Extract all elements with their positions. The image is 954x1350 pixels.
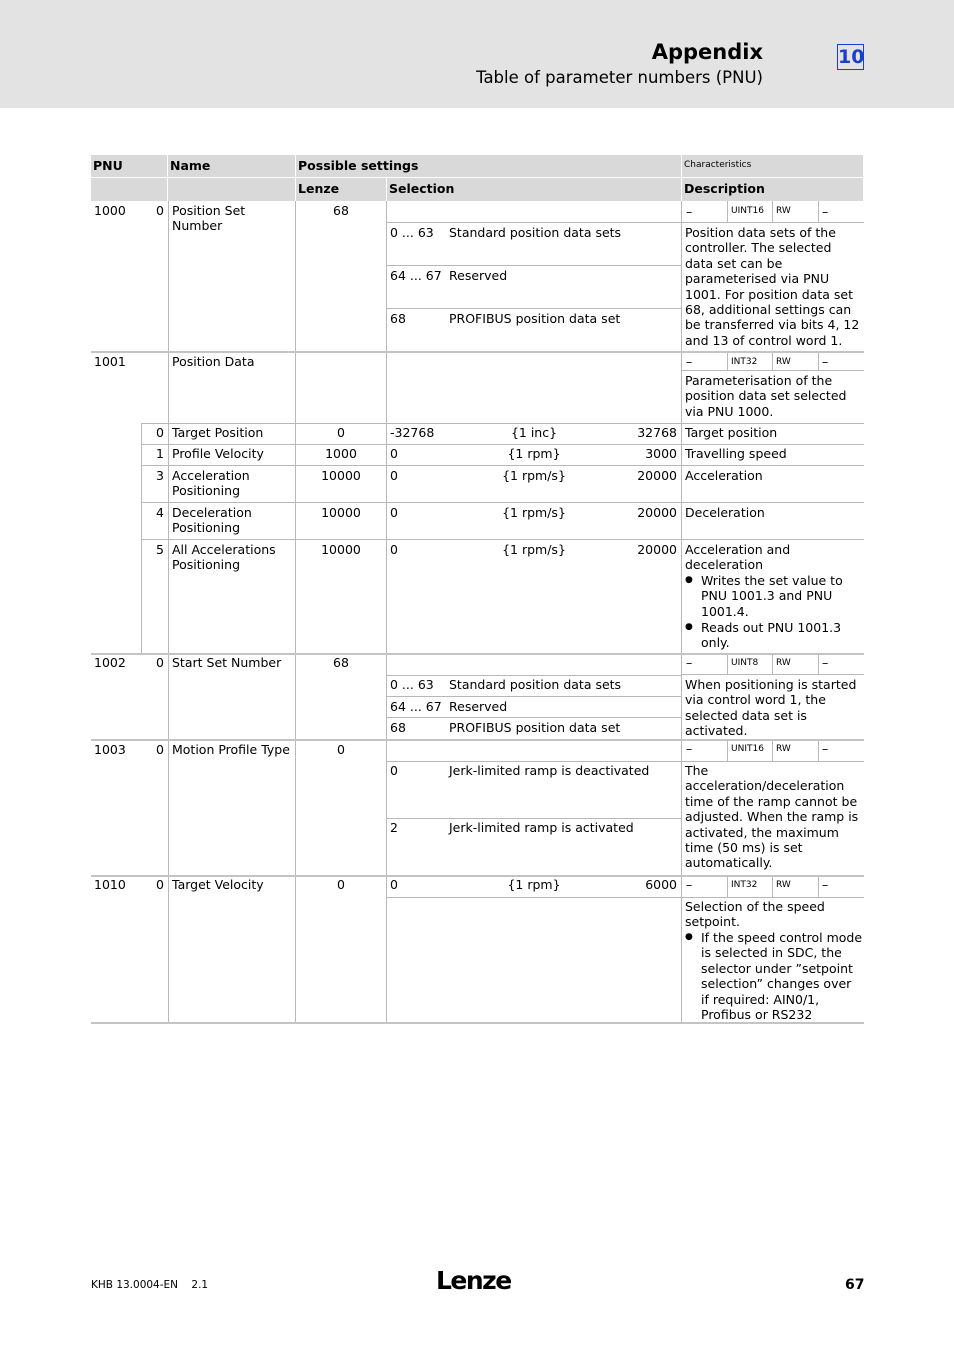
parameter-name: Deceleration Positioning [172, 505, 252, 536]
description-bullet: ● Reads out PNU 1001.3 only. [683, 620, 853, 651]
divider [141, 465, 864, 466]
divider [818, 877, 819, 897]
range-max: 6000 [645, 877, 677, 892]
range-max: 32768 [637, 425, 677, 440]
char-extra: – [822, 655, 829, 670]
range-max: 3000 [645, 446, 677, 461]
selection-text: Jerk-limited ramp is activated [449, 820, 634, 835]
range-unit: {1 rpm} [507, 877, 561, 892]
divider [727, 201, 728, 222]
header-pnu: PNU [91, 155, 167, 201]
header-possible-settings: Possible settings [296, 155, 681, 177]
description-text: Parameterisation of the position data set selected via PNU 1000. [685, 373, 847, 419]
parameter-name: Target Position [172, 425, 264, 440]
description-text: Position data sets of the controller. The selected data set can be parameterised via PNU 1001. For position data set 68, additional settings can be transferred via bits 4, 12 and 13 of control word 1. [685, 225, 860, 348]
parameter-name: Acceleration Positioning [172, 468, 250, 499]
divider [682, 674, 864, 675]
range-min: 0 [390, 505, 398, 520]
subindex-cell: 3 [156, 468, 164, 483]
footer-document-id: KHB 13.0004-EN 2.1 [91, 1279, 209, 1291]
divider [387, 222, 682, 223]
divider [91, 177, 863, 178]
pnu-cell: 1001 [94, 354, 126, 369]
description-bullet: ● Writes the set value to PNU 1001.3 and PNU 1001.4. [683, 573, 843, 619]
divider [818, 741, 819, 761]
subindex-cell: 1 [156, 446, 164, 461]
pnu-cell: 1010 [94, 877, 126, 892]
divider [727, 655, 728, 674]
char-datatype: INT32 [731, 880, 758, 890]
selection-value: 64 ... 67 [390, 268, 442, 283]
header-selection: Selection [387, 178, 681, 201]
divider [772, 741, 773, 761]
range-min: 0 [390, 877, 398, 892]
selection-value: 0 [390, 763, 398, 778]
range-unit: {1 inc} [510, 425, 558, 440]
selection-value: 68 [390, 311, 406, 326]
range-min: 0 [390, 542, 398, 557]
selection-value: 2 [390, 820, 398, 835]
subindex-cell: 0 [156, 742, 164, 757]
char-datatype: UINT8 [731, 658, 759, 668]
pnu-cell: 1002 [94, 655, 126, 670]
chapter-number-link[interactable]: 10 [838, 46, 865, 68]
parameter-name: Position Set Number [172, 203, 246, 234]
range-unit: {1 rpm/s} [502, 505, 566, 520]
description-text: Target position [685, 425, 778, 440]
lenze-default: 10000 [321, 542, 361, 557]
divider [295, 201, 296, 1024]
selection-text: Reserved [449, 268, 508, 283]
divider [141, 539, 864, 540]
selection-value: 0 ... 63 [390, 225, 434, 240]
divider [387, 897, 682, 898]
range-max: 20000 [637, 505, 677, 520]
selection-value: 64 ... 67 [390, 699, 442, 714]
divider [682, 761, 864, 762]
divider [681, 201, 682, 1024]
range-unit: {1 rpm/s} [502, 468, 566, 483]
divider [682, 222, 864, 223]
lenze-default: 10000 [321, 505, 361, 520]
divider [168, 201, 169, 1024]
char-access: – [686, 354, 693, 369]
divider [772, 353, 773, 370]
range-min: 0 [390, 468, 398, 483]
description-text: Acceleration and deceleration [685, 542, 791, 573]
char-rw: RW [776, 658, 791, 668]
divider [818, 201, 819, 222]
selection-text: PROFIBUS position data set [449, 311, 621, 326]
char-datatype: UINT16 [731, 206, 764, 216]
divider [772, 877, 773, 897]
char-rw: RW [776, 206, 791, 216]
divider [141, 444, 864, 445]
char-rw: RW [776, 880, 791, 890]
divider [682, 897, 864, 898]
parameter-name: Start Set Number [172, 655, 282, 670]
char-access: – [686, 741, 693, 756]
parameter-name: Position Data [172, 354, 255, 369]
header-name: Name [168, 155, 295, 201]
divider [91, 351, 864, 353]
subindex-cell: 0 [156, 655, 164, 670]
lenze-default: 1000 [325, 446, 357, 461]
header-description: Description [682, 178, 863, 201]
pnu-cell: 1000 [94, 203, 126, 218]
subindex-cell: 0 [156, 877, 164, 892]
range-min: -32768 [390, 425, 435, 440]
char-datatype: UNIT16 [731, 744, 764, 754]
range-min: 0 [390, 446, 398, 461]
description-text: The acceleration/deceleration time of the ramp cannot be adjusted. When the ramp is activated, the maximum time (50 ms) is set automatically. [685, 763, 859, 871]
parameter-name: Profile Velocity [172, 446, 264, 461]
selection-text: Standard position data sets [449, 677, 622, 692]
page-number: 67 [845, 1277, 865, 1293]
description-text: When positioning is started via control word 1, the selected data set is activated. [685, 677, 857, 739]
selection-text: Reserved [449, 699, 508, 714]
char-extra: – [822, 354, 829, 369]
parameter-name: Motion Profile Type [172, 742, 290, 757]
divider [727, 877, 728, 897]
divider [387, 818, 682, 819]
char-extra: – [822, 204, 829, 219]
char-rw: RW [776, 744, 791, 754]
header-characteristics: Characteristics [682, 155, 863, 177]
divider [772, 201, 773, 222]
divider [682, 370, 864, 371]
header-lenze: Lenze [296, 178, 386, 201]
lenze-default: 68 [333, 203, 349, 218]
parameter-name: Target Velocity [172, 877, 264, 892]
range-unit: {1 rpm} [507, 446, 561, 461]
divider [772, 655, 773, 674]
char-datatype: INT32 [731, 357, 758, 367]
divider [387, 265, 682, 266]
description-text: Deceleration [685, 505, 765, 520]
divider [141, 423, 864, 424]
lenze-default: 10000 [321, 468, 361, 483]
description-text: Acceleration [685, 468, 763, 483]
subindex-cell: 0 [156, 203, 164, 218]
char-extra: – [822, 877, 829, 892]
page-header [0, 0, 954, 108]
divider [386, 201, 387, 1024]
lenze-default: 0 [337, 425, 345, 440]
lenze-default: 0 [337, 877, 345, 892]
page-title: Appendix [651, 40, 763, 64]
divider [387, 675, 682, 676]
selection-text: Jerk-limited ramp is deactivated [449, 763, 650, 778]
lenze-logo: Lenze [436, 1266, 511, 1295]
divider [387, 717, 682, 718]
divider [387, 308, 682, 309]
selection-value: 0 ... 63 [390, 677, 434, 692]
divider [818, 655, 819, 674]
divider [727, 353, 728, 370]
description-text: Travelling speed [685, 446, 787, 461]
description-text: Selection of the speed setpoint. [685, 899, 825, 930]
divider [727, 741, 728, 761]
range-unit: {1 rpm/s} [502, 542, 566, 557]
selection-value: 68 [390, 720, 406, 735]
char-access: – [686, 877, 693, 892]
subindex-cell: 4 [156, 505, 164, 520]
char-rw: RW [776, 357, 791, 367]
range-max: 20000 [637, 542, 677, 557]
subindex-cell: 5 [156, 542, 164, 557]
lenze-default: 68 [333, 655, 349, 670]
char-access: – [686, 655, 693, 670]
divider [387, 696, 682, 697]
description-bullet: ● If the speed control mode is selected in SDC, the selector under ”setpoint selection” changes over if required: AIN0/1, Profibus or RS232 [683, 930, 863, 1022]
subindex-cell: 0 [156, 425, 164, 440]
range-max: 20000 [637, 468, 677, 483]
lenze-default: 0 [337, 742, 345, 757]
char-extra: – [822, 741, 829, 756]
selection-text: PROFIBUS position data set [449, 720, 621, 735]
divider [818, 353, 819, 370]
parameter-name: All Accelerations Positioning [172, 542, 276, 573]
footer-version: 2.1 [191, 1279, 209, 1291]
char-access: – [686, 204, 693, 219]
page-subtitle: Table of parameter numbers (PNU) [476, 68, 763, 87]
divider [387, 761, 682, 762]
pnu-cell: 1003 [94, 742, 126, 757]
divider [91, 739, 864, 741]
selection-text: Standard position data sets [449, 225, 622, 240]
divider [141, 502, 864, 503]
